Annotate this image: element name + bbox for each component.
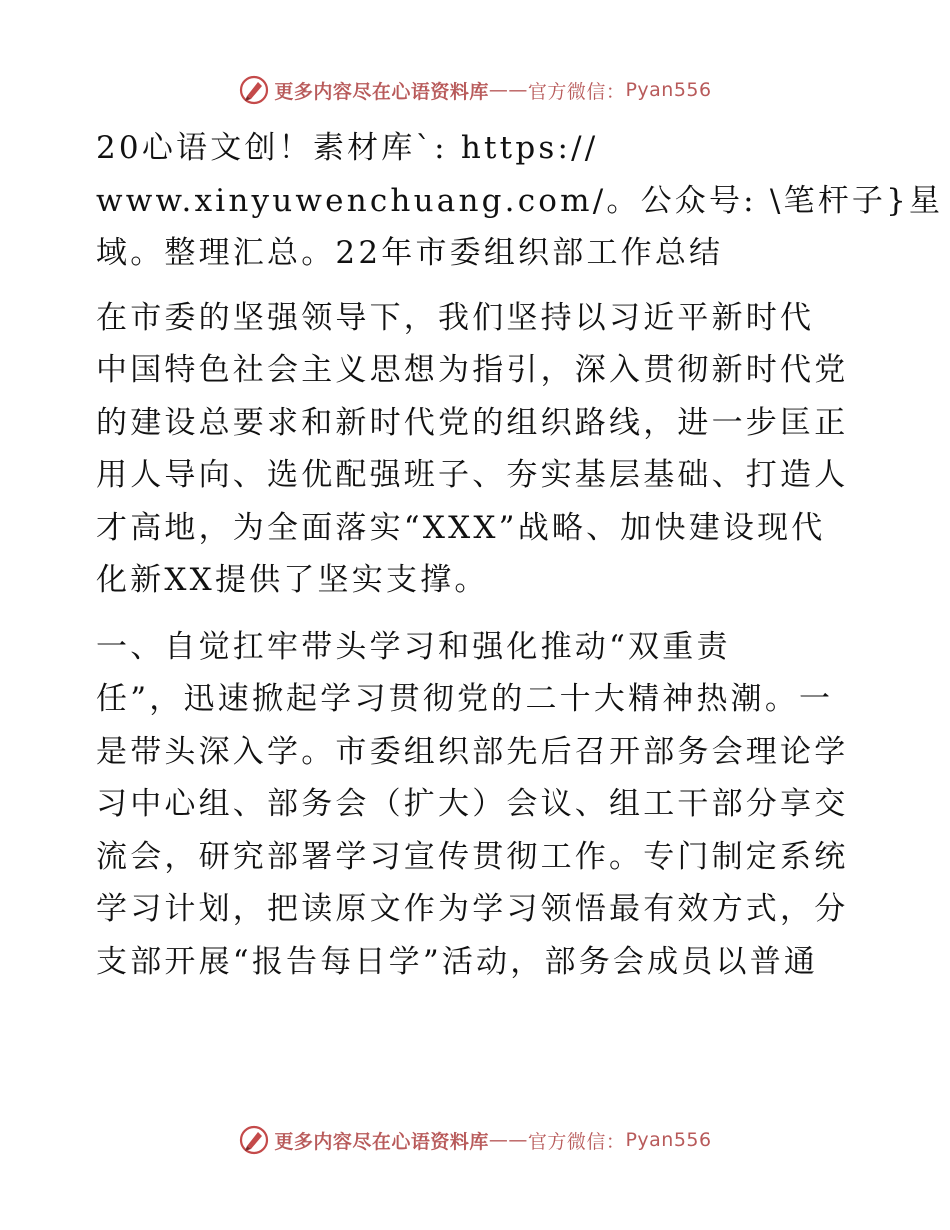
text-line: 习中心组、部务会（扩大）会议、组工干部分享交 xyxy=(96,786,849,822)
footer-banner-wechat-label: 官方微信： xyxy=(527,1130,626,1153)
text-line: 在市委的坚强领导下，我们坚持以习近平新时代 xyxy=(96,299,815,336)
paragraph-intro xyxy=(96,292,856,607)
text-line: 才高地，为全面落实“XXX”战略、加快建设现代 xyxy=(96,509,826,546)
header-banner-slogan: 更多内容尽在心语资料库 xyxy=(274,80,489,103)
footer-banner-wechat-id: Pyan556 xyxy=(625,1129,712,1151)
text-line: 域。整理汇总。22年市委组织部工作总结 xyxy=(96,235,724,271)
paragraph-source-title xyxy=(96,122,944,280)
pen-nib-logo-icon xyxy=(238,1124,270,1156)
paragraph-section-one xyxy=(96,621,856,989)
text-line: 支部开展“报告每日学”活动，部务会成员以普通 xyxy=(96,943,819,980)
header-banner-wechat-label: 官方微信： xyxy=(527,80,626,103)
text-line: www.xinyuwenchuang.com/。公众号: \笔杆子}星 xyxy=(96,182,944,219)
text-line: 20心语文创！素材库`: https:// xyxy=(96,130,599,166)
header-banner xyxy=(0,70,950,110)
header-banner-dash: —— xyxy=(488,79,528,101)
document-body xyxy=(96,122,944,1002)
header-banner-wechat-id: Pyan556 xyxy=(625,79,712,101)
pen-nib-logo-icon xyxy=(238,74,270,106)
text-line: 用人导向、选优配强班子、夯实基层基础、打造人 xyxy=(96,457,849,493)
text-line: 学习计划，把读原文作为学习领悟最有效方式，分 xyxy=(96,891,849,927)
text-line: 是带头深入学。市委组织部先后召开部务会理论学 xyxy=(96,733,849,770)
text-line: 的建设总要求和新时代党的组织路线，进一步匡正 xyxy=(96,404,849,441)
footer-banner-slogan: 更多内容尽在心语资料库 xyxy=(274,1130,489,1153)
text-line: 化新XX提供了坚实支撑。 xyxy=(96,562,489,598)
text-line: 任”，迅速掀起学习贯彻党的二十大精神热潮。一 xyxy=(96,681,834,717)
text-line: 流会，研究部署学习宣传贯彻工作。专门制定系统 xyxy=(96,838,849,875)
text-line: 中国特色社会主义思想为指引，深入贯彻新时代党 xyxy=(96,352,849,388)
footer-banner xyxy=(0,1120,950,1160)
text-line: 一、自觉扛牢带头学习和强化推动“双重责 xyxy=(96,628,731,665)
footer-banner-dash: —— xyxy=(488,1129,528,1151)
